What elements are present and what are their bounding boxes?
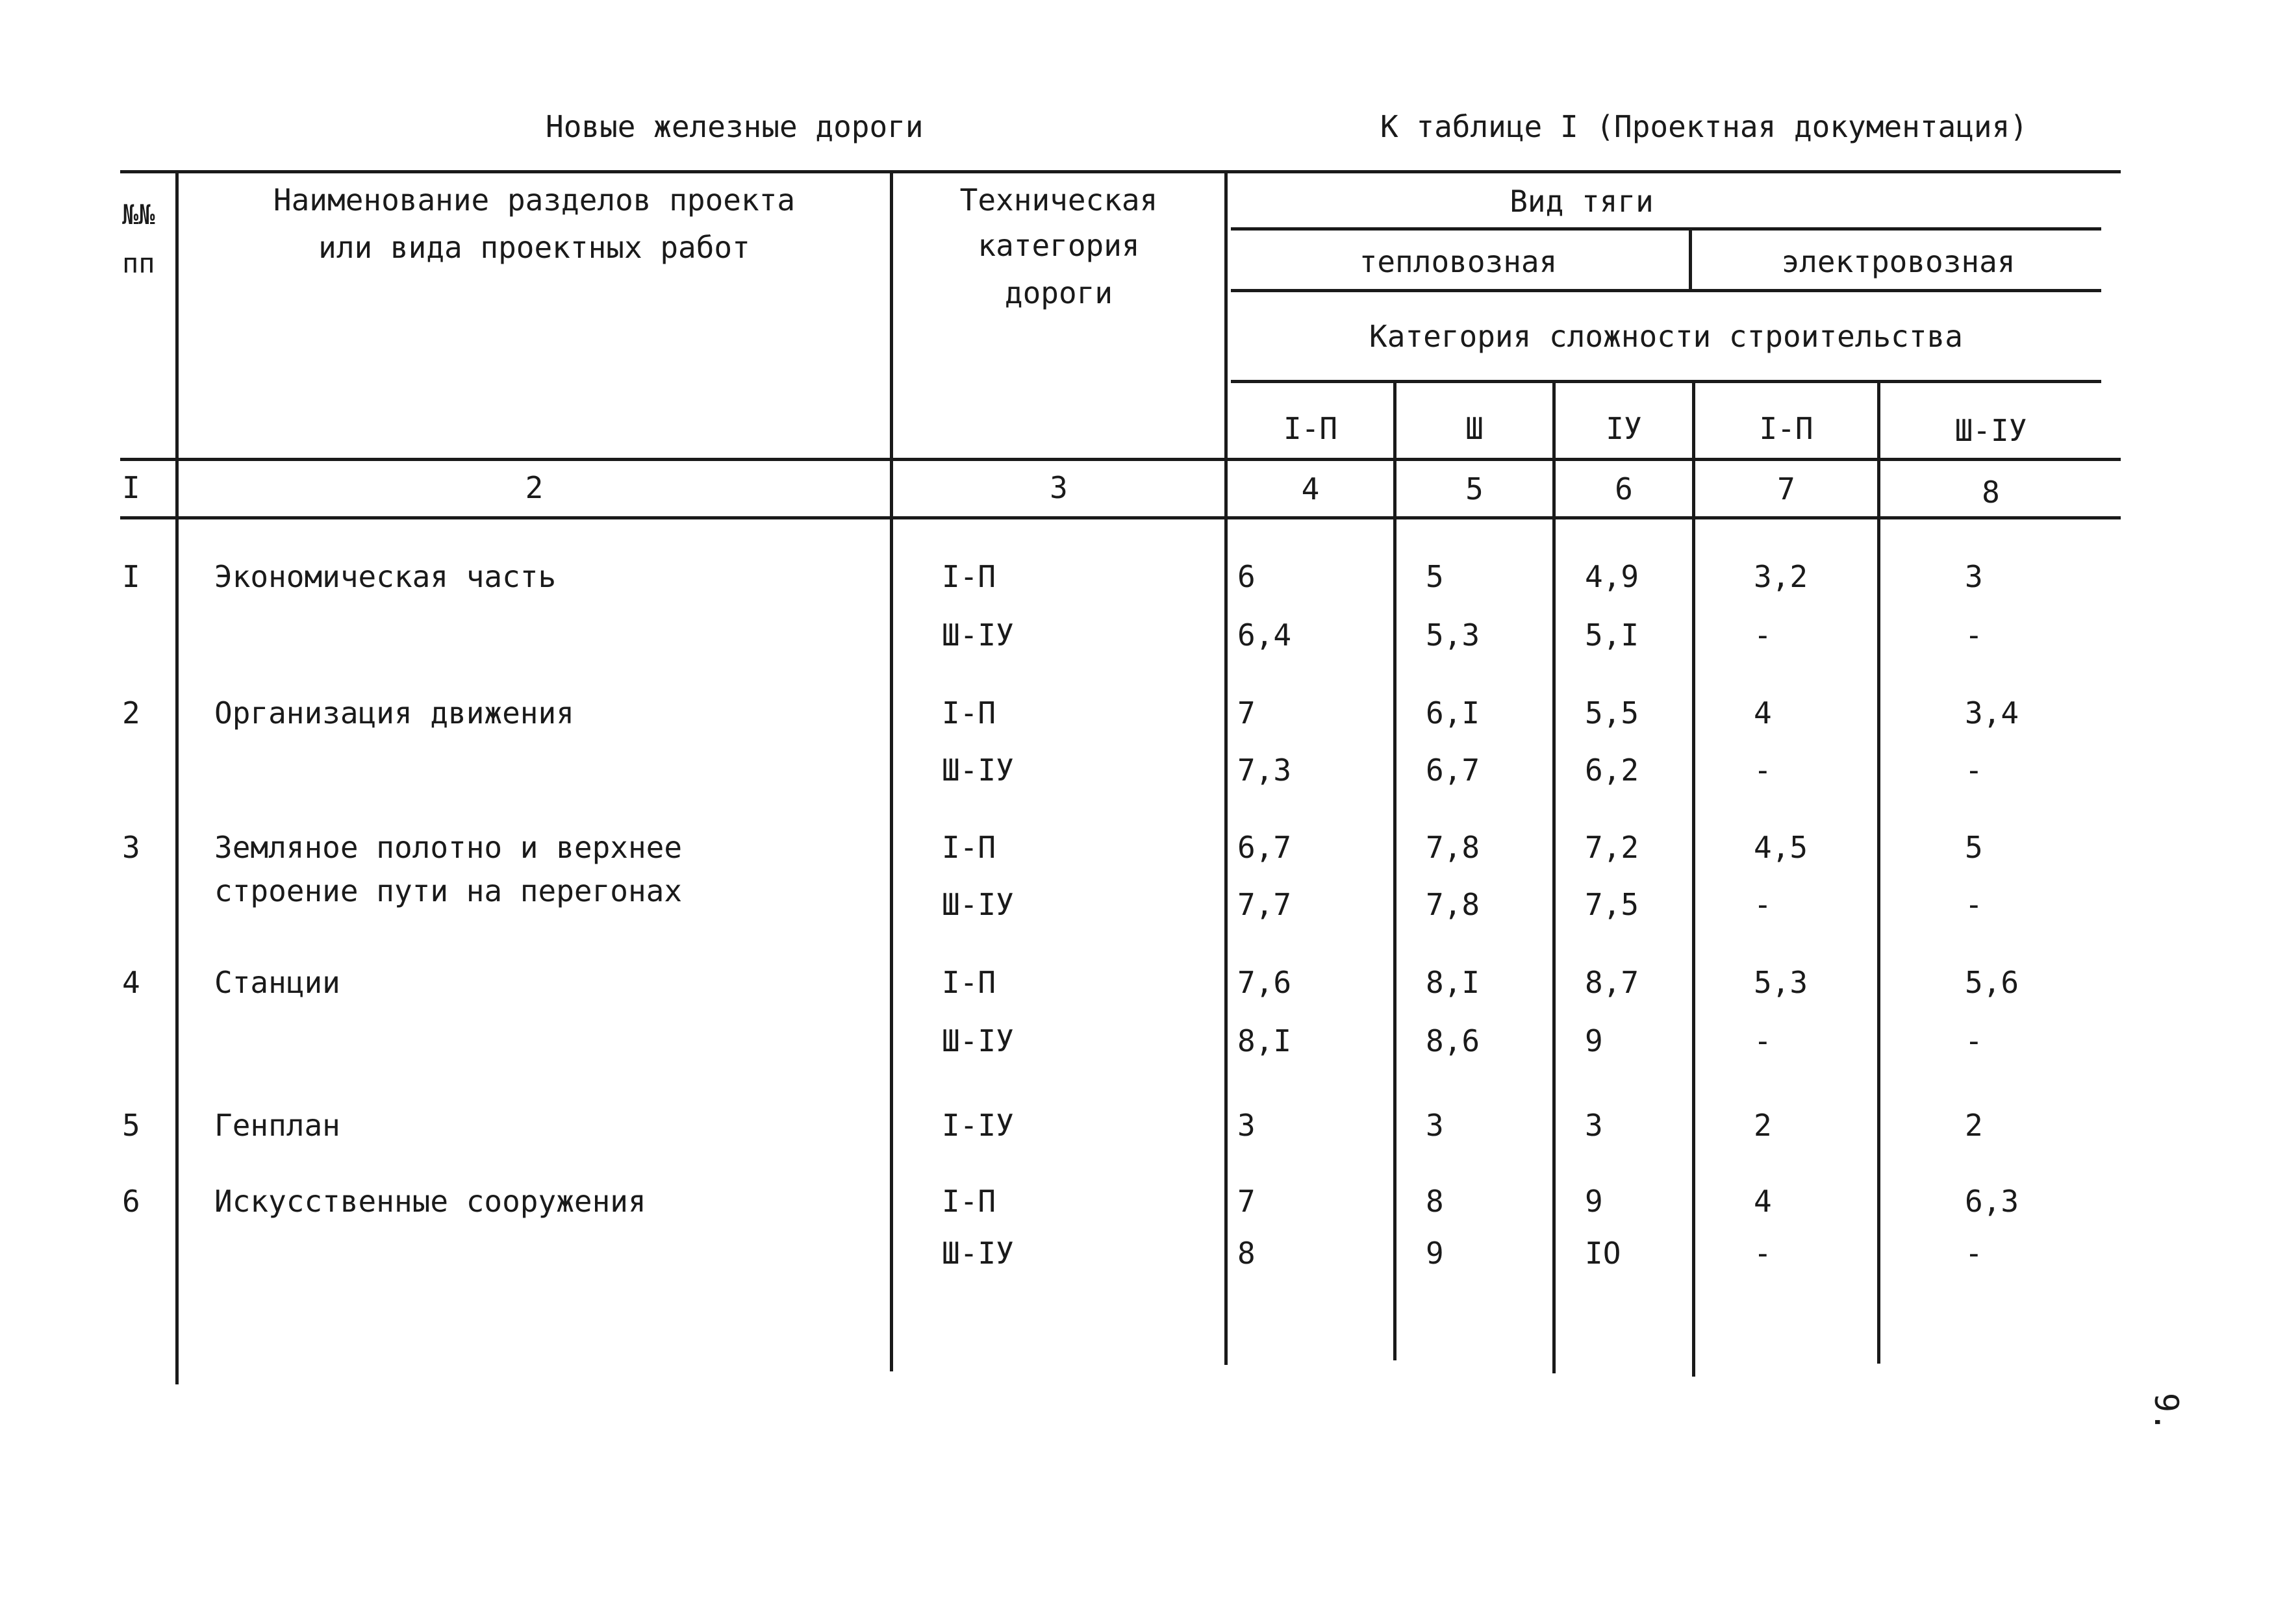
table-cell-value: 7,2 [1585,830,1639,865]
table-cell-value: 4,9 [1585,559,1639,594]
col-number-1: I [122,470,140,505]
col-divider-6 [1692,380,1695,1377]
row-name: Искусственные сооружения [214,1184,646,1219]
table-cell-value: 5,I [1585,618,1639,653]
header-sub-2: Ш [1465,411,1484,446]
table-cell-value: 7 [1237,1184,1256,1219]
header-sub-3: IУ [1606,411,1642,446]
header-electric: электровозная [1781,244,2015,279]
table-cell-value: 7,5 [1585,887,1639,922]
row-number: 6 [122,1184,140,1219]
header-sub-4: I-П [1759,411,1813,446]
row-number: 5 [122,1108,140,1143]
table-cell-value: 9 [1585,1184,1603,1219]
col-divider-7 [1877,380,1880,1364]
col-divider-3 [1224,170,1228,1365]
row-road-category: I-П [942,965,996,1000]
row-road-category: Ш-IУ [942,1023,1014,1058]
col-number-4: 4 [1301,471,1320,506]
row-road-category: Ш-IУ [942,887,1014,922]
table-cell-value: 3,2 [1754,559,1808,594]
col-number-5: 5 [1465,471,1484,506]
col-divider-1 [175,170,179,1384]
table-cell-value: 4 [1754,1184,1772,1219]
row-name: Земляное полотно и верхнее [214,830,683,865]
table-cell-value: 5 [1965,830,1983,865]
header-name-l2: или вида проектных работ [318,230,750,265]
col-number-6: 6 [1615,471,1633,506]
header-sub-1: I-П [1283,411,1338,446]
row-number: I [122,559,140,594]
col-divider-2 [890,170,893,1371]
column-numbers-rule [120,516,2121,519]
row-road-category: I-П [942,695,996,731]
table-cell-value: 3 [1237,1108,1256,1143]
table-cell-value: 2 [1754,1108,1772,1143]
page-header-left: Новые железные дороги [546,109,924,144]
row-name: Организация движения [214,695,574,731]
table-cell-value: 6,3 [1965,1184,2019,1219]
table-cell-value: 3 [1965,559,1983,594]
table-cell-value: 8,7 [1585,965,1639,1000]
table-cell-value: 4,5 [1754,830,1808,865]
row-road-category: Ш-IУ [942,618,1014,653]
table-cell-value: 5,5 [1585,695,1639,731]
row-road-category: I-П [942,830,996,865]
table-cell-value: 7,8 [1426,830,1480,865]
col-number-8: 8 [1982,475,2000,510]
header-cat-l3: дороги [1004,275,1113,310]
table-cell-value: - [1965,618,1983,653]
page-number: 9. [2147,1392,2186,1432]
table-cell-value: 7 [1237,695,1256,731]
header-sub-5: Ш-IУ [1954,413,2027,448]
table-cell-value: 6 [1237,559,1256,594]
row-road-category: Ш-IУ [942,1236,1014,1271]
table-cell-value: - [1754,1236,1772,1271]
table-cell-value: 6,2 [1585,753,1639,788]
col-divider-5 [1552,380,1556,1373]
table-cell-value: 5,3 [1426,618,1480,653]
header-num-l1: №№ [122,199,155,231]
table-cell-value: IO [1585,1236,1621,1271]
table-cell-value: 7,7 [1237,887,1292,922]
table-cell-value: 3 [1426,1108,1444,1143]
table-cell-value: 6,4 [1237,618,1292,653]
table-cell-value: 7,6 [1237,965,1292,1000]
header-complexity: Категория сложности строительства [1369,319,1963,354]
table-cell-value: 2 [1965,1108,1983,1143]
header-num-l2: пп [122,247,155,279]
page-header-right: К таблице I (Проектная документация) [1380,109,2028,144]
col-number-7: 7 [1777,471,1795,506]
header-cat-l2: категория [978,228,1140,263]
table-cell-value: 3,4 [1965,695,2019,731]
table-cell-value: 8,6 [1426,1023,1480,1058]
table-cell-value: 8,I [1426,965,1480,1000]
col-number-3: 3 [1050,470,1068,505]
header-cat-l1: Техническая [959,182,1158,218]
table-top-rule [120,170,2121,173]
table-cell-value: 3 [1585,1108,1603,1143]
traction-rule [1231,227,2101,231]
traction-divider [1689,231,1692,289]
table-cell-value: 5,6 [1965,965,2019,1000]
table-cell-value: 7,3 [1237,753,1292,788]
row-road-category: Ш-IУ [942,753,1014,788]
row-road-category: I-IУ [942,1108,1014,1143]
table-cell-value: 6,I [1426,695,1480,731]
header-diesel: тепловозная [1359,244,1558,279]
table-cell-value: 8,I [1237,1023,1292,1058]
header-traction: Вид тяги [1510,184,1654,219]
row-road-category: I-П [942,1184,996,1219]
table-cell-value: - [1754,1023,1772,1058]
table-cell-value: - [1754,887,1772,922]
table-cell-value: 7,8 [1426,887,1480,922]
row-road-category: I-П [942,559,996,594]
table-cell-value: - [1965,1023,1983,1058]
table-cell-value: 4 [1754,695,1772,731]
table-cell-value: 9 [1585,1023,1603,1058]
table-cell-value: 5 [1426,559,1444,594]
header-name-l1: Наименование разделов проекта [273,182,796,218]
table-cell-value: - [1965,887,1983,922]
col-number-2: 2 [525,470,544,505]
traction-type-rule [1231,289,2101,292]
row-number: 2 [122,695,140,731]
table-cell-value: 5,3 [1754,965,1808,1000]
row-name: Генплан [214,1108,340,1143]
complexity-rule [1231,380,2101,383]
table-cell-value: 6,7 [1237,830,1292,865]
table-cell-value: 8 [1426,1184,1444,1219]
col-divider-4 [1393,380,1396,1360]
row-number: 4 [122,965,140,1000]
table-cell-value: - [1754,753,1772,788]
table-cell-value: 8 [1237,1236,1256,1271]
header-bottom-rule [120,458,2121,461]
table-cell-value: 6,7 [1426,753,1480,788]
row-name: строение пути на перегонах [214,873,683,908]
table-cell-value: - [1754,618,1772,653]
row-name: Экономическая часть [214,559,557,594]
table-cell-value: - [1965,753,1983,788]
table-cell-value: - [1965,1236,1983,1271]
row-number: 3 [122,830,140,865]
table-cell-value: 9 [1426,1236,1444,1271]
row-name: Станции [214,965,340,1000]
